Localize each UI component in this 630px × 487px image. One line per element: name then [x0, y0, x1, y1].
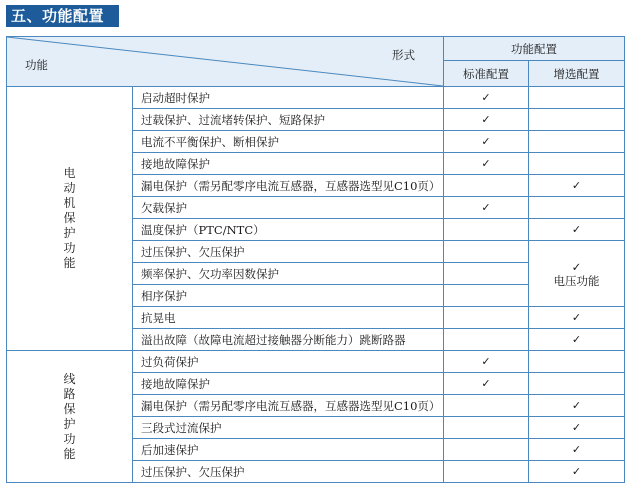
standard-cell: [444, 439, 529, 461]
row-label: 三段式过流保护: [133, 417, 444, 439]
group-motor-protection: 电动机保护功能: [7, 87, 133, 351]
standard-check: ✓: [444, 373, 529, 395]
standard-check: ✓: [444, 351, 529, 373]
table-row: [7, 351, 625, 373]
optional-check: ✓: [529, 219, 625, 241]
optional-check: ✓: [529, 395, 625, 417]
row-label: 漏电保护（需另配零序电流互感器，互感器选型见C10页）: [133, 395, 444, 417]
row-label: 频率保护、欠功率因数保护: [133, 263, 444, 285]
function-header: 功能: [25, 58, 48, 72]
optional-check: ✓: [529, 461, 625, 483]
row-label: 启动超时保护: [133, 87, 444, 109]
table-row: [7, 87, 625, 109]
diagonal-line: [7, 37, 443, 86]
standard-cell: [444, 241, 529, 263]
config-header: 功能配置: [444, 37, 625, 61]
row-label: 相序保护: [133, 285, 444, 307]
standard-config-header: 标准配置: [444, 61, 529, 87]
standard-cell: [444, 307, 529, 329]
optional-cell: [529, 351, 625, 373]
optional-cell: [529, 153, 625, 175]
optional-cell: [529, 197, 625, 219]
row-label: 过负荷保护: [133, 351, 444, 373]
standard-cell: [444, 417, 529, 439]
standard-cell: [444, 219, 529, 241]
row-label: 后加速保护: [133, 439, 444, 461]
group-line-protection: 线路保护功能: [7, 351, 133, 483]
optional-check: ✓: [529, 417, 625, 439]
row-label: 抗晃电: [133, 307, 444, 329]
standard-check: ✓: [444, 131, 529, 153]
row-label: 电流不平衡保护、断相保护: [133, 131, 444, 153]
row-label: 过载保护、过流堵转保护、短路保护: [133, 109, 444, 131]
voltage-function-label: 电压功能: [553, 273, 600, 288]
standard-check: ✓: [444, 109, 529, 131]
standard-cell: [444, 329, 529, 351]
optional-config-header: 增选配置: [529, 61, 625, 87]
standard-cell: [444, 395, 529, 417]
optional-check: ✓: [529, 307, 625, 329]
optional-cell: [529, 131, 625, 153]
standard-cell: [444, 175, 529, 197]
row-label: 漏电保护（需另配零序电流互感器，互感器选型见C10页）: [133, 175, 444, 197]
standard-cell: [444, 263, 529, 285]
voltage-function-cell: [529, 241, 625, 307]
section-title: 五、功能配置: [6, 5, 119, 27]
row-label: 接地故障保护: [133, 153, 444, 175]
diagonal-header-cell: [7, 37, 444, 87]
standard-cell: [444, 461, 529, 483]
optional-check: ✓: [529, 329, 625, 351]
optional-check: ✓: [529, 175, 625, 197]
row-label: 接地故障保护: [133, 373, 444, 395]
row-label: 溢出故障（故障电流超过接触器分断能力）跳断路器: [133, 329, 444, 351]
optional-cell: [529, 109, 625, 131]
optional-check: ✓: [571, 259, 582, 274]
row-label: 过压保护、欠压保护: [133, 461, 444, 483]
form-header: 形式: [392, 48, 415, 62]
optional-cell: [529, 87, 625, 109]
row-label: 温度保护（PTC/NTC）: [133, 219, 444, 241]
optional-check: ✓: [529, 439, 625, 461]
function-config-table: [6, 36, 625, 483]
row-label: 欠载保护: [133, 197, 444, 219]
row-label: 过压保护、欠压保护: [133, 241, 444, 263]
standard-cell: [444, 285, 529, 307]
standard-check: ✓: [444, 87, 529, 109]
optional-cell: [529, 373, 625, 395]
standard-check: ✓: [444, 153, 529, 175]
standard-check: ✓: [444, 197, 529, 219]
